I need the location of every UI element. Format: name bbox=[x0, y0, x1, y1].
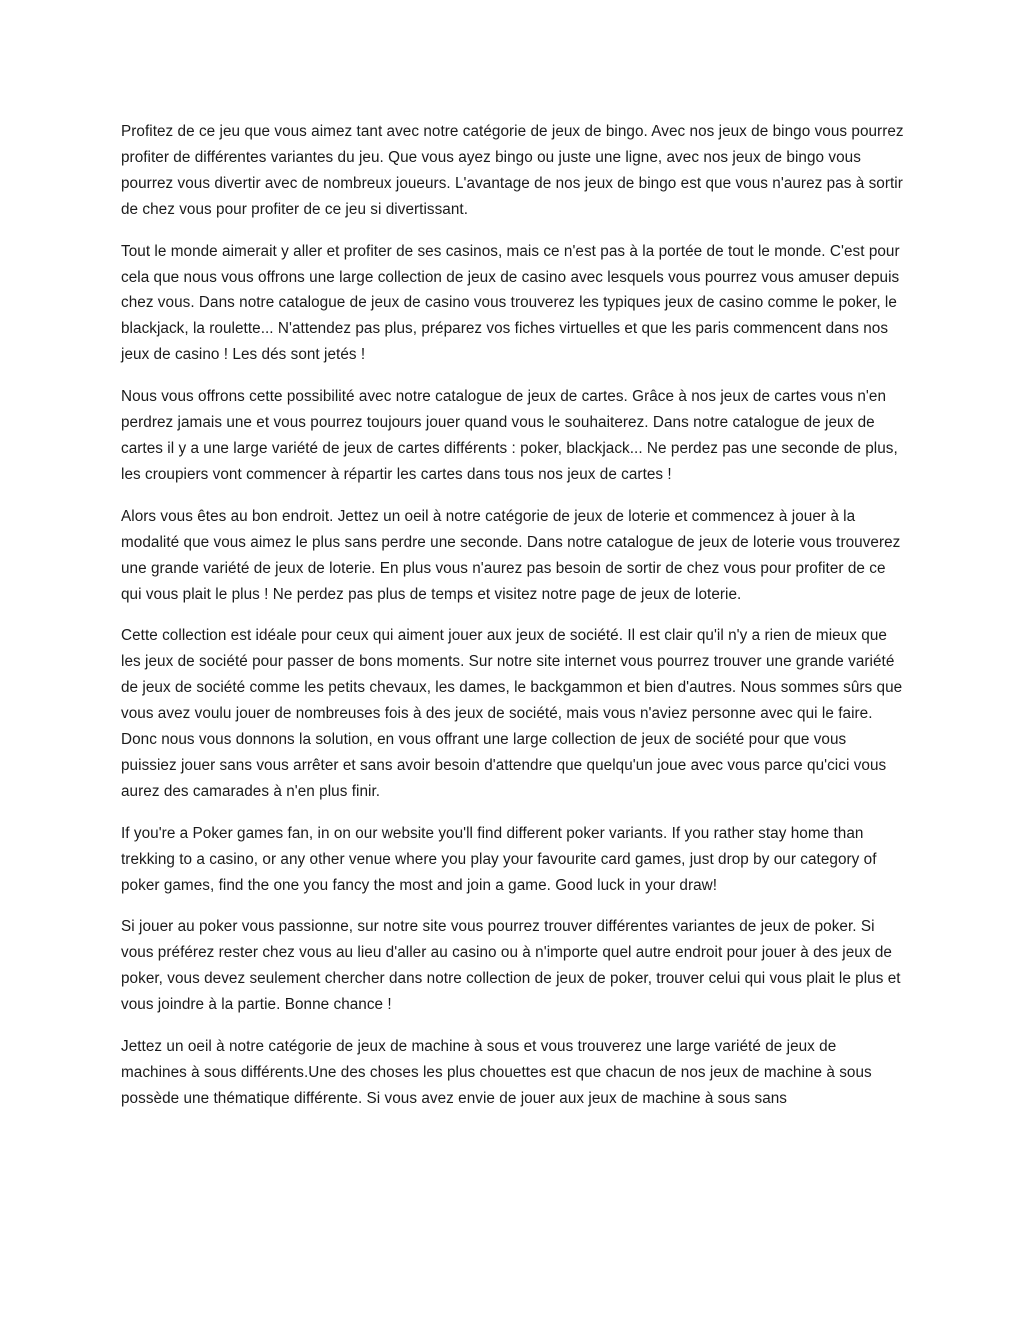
paragraph-poker-fr: Si jouer au poker vous passionne, sur notre site vous pourrez trouver différentes variantes de jeux de poker. Si vous préférez rester chez vous au lieu d'aller au casino ou à n'importe quel autre endroit pour jouer à des jeux de poker, vous devez seulement chercher dans notre collection de jeux de poker, trouver celui qui vous plait le plus et vous joindre à la partie. Bonne chance ! bbox=[121, 918, 901, 1014]
paragraph-societe: Cette collection est idéale pour ceux qui aiment jouer aux jeux de société. Il est clair qu'il n'y a rien de mieux que les jeux de société pour passer de bons moments. Sur notre site internet vous pourrez trouver une grande variété de jeux de société comme les petits chevaux, les dames, le backgammon et bien d'autres. Nous sommes sûrs que vous avez voulu jouer de nombreuses fois à des jeux de société, mais vous n'aviez personne avec qui le faire. Donc nous vous donnons la solution, en vous offrant une large collection de jeux de société pour que vous puissiez jouer sans vous arrêter et sans avoir besoin d'attendre que quelqu'un joue avec vous parce qu'cici vous aurez des camarades à n'en plus finir. bbox=[121, 627, 903, 800]
paragraph-machine-a-sous: Jettez un oeil à notre catégorie de jeux de machine à sous et vous trouverez une large variété de jeux de machines à sous différents.Une des choses les plus chouettes est que chacun de nos jeux de machine à sous possède une thématique différente. Si vous avez envie de jouer aux jeux de machine à sous sans bbox=[121, 1038, 872, 1107]
paragraph-bingo: Profitez de ce jeu que vous aimez tant avec notre catégorie de jeux de bingo. Avec nos jeux de bingo vous pourrez profiter de différentes variantes du jeu. Que vous ayez bingo ou juste une ligne, avec nos jeux de bingo vous pourrez vous divertir avec de nombreux joueurs. L'avantage de nos jeux de bingo est que vous n'aurez pas à sortir de chez vous pour profiter de ce jeu si divertissant. bbox=[121, 123, 904, 218]
paragraph-poker-en: If you're a Poker games fan, in on our website you'll find different poker variants. If you rather stay home than trekking to a casino, or any other venue where you play your favourite card games, just drop by our category of poker games, find the one you fancy the most and join a game. Good luck in your draw! bbox=[121, 824, 877, 894]
paragraph-loterie: Alors vous êtes au bon endroit. Jettez un oeil à notre catégorie de jeux de loterie et commencez à jouer à la modalité que vous aimez le plus sans perdre une seconde. Dans notre catalogue de jeux de loterie vous trouverez une grande variété de jeux de loterie. En plus vous n'aurez pas besoin de sortir de chez vous pour profiter de ce qui vous plait le plus ! Ne perdez pas plus de temps et visitez notre page de jeux de loterie. bbox=[121, 507, 901, 603]
paragraph-cartes: Nous vous offrons cette possibilité avec notre catalogue de jeux de cartes. Grâce à nos jeux de cartes vous n'en perdrez jamais une et vous pourrez toujours jouer quand vous le souhaiterez. Dans notre catalogue de jeux de cartes il y a une large variété de jeux de cartes différents : poker, blackjack... Ne perdez pas une seconde de plus, les croupiers vont commencer à répartir les cartes dans tous nos jeux de cartes ! bbox=[121, 388, 898, 483]
document-body bbox=[121, 119, 905, 1128]
paragraph-casino: Tout le monde aimerait y aller et profiter de ses casinos, mais ce n'est pas à la portée de tout le monde. C'est pour cela que nous vous offrons une large collection de jeux de casino avec lesquels vous pourrez vous amuser depuis chez vous. Dans notre catalogue de jeux de casino vous trouverez les typiques jeux de casino comme le poker, le blackjack, la roulette... N'attendez pas plus, préparez vos fiches virtuelles et que les paris commencent dans nos jeux de casino ! Les dés sont jetés ! bbox=[121, 242, 900, 364]
